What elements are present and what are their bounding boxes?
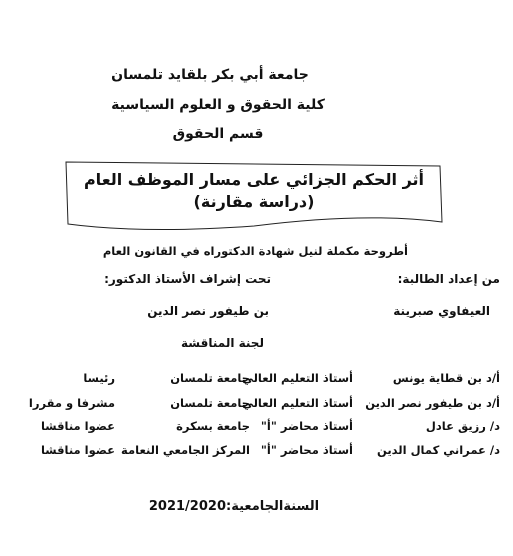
member-institution: جامعة بسكرة — [176, 419, 250, 433]
committee-title: لجنة المناقشة — [181, 336, 264, 350]
committee-row — [0, 396, 513, 416]
committee-row — [0, 443, 513, 463]
university-name: جامعة أبي بكر بلقايد تلمسان — [111, 67, 309, 83]
member-name: د/ عمراني كمال الدين — [377, 443, 500, 457]
faculty-name: كلية الحقوق و العلوم السياسية — [111, 97, 325, 113]
committee-row — [0, 419, 513, 439]
member-rank: أستاذ التعليم العالي — [241, 396, 353, 410]
thesis-subtitle: (دراسة مقارنة) — [193, 192, 315, 211]
student-name: العيفاوي صبرينة — [393, 304, 490, 318]
member-name: أ/د بن طيفور نصر الدين — [365, 396, 500, 410]
committee-row — [0, 371, 513, 391]
member-institution: جامعة تلمسان — [170, 396, 250, 410]
member-institution: المركز الجامعي النعامة — [121, 443, 250, 457]
member-name: أ/د بن قطاية يونس — [392, 371, 500, 385]
member-role: رئيسا — [83, 371, 115, 385]
thesis-title: أثر الحكم الجزائي على مسار الموظف العام — [83, 170, 425, 189]
member-rank: أستاذ التعليم العالي — [241, 371, 353, 385]
member-institution: جامعة تلمسان — [170, 371, 250, 385]
member-role: مشرفا و مقررا — [28, 396, 115, 410]
member-name: د/ رزيق عادل — [425, 419, 500, 433]
department-name: قسم الحقوق — [172, 126, 264, 142]
member-rank: أستاذ محاضر "أ" — [260, 443, 353, 457]
student-label: من إعداد الطالبة: — [397, 272, 500, 286]
thesis-note: أطروحة مكملة لنيل شهادة الدكتوراه في القانون العام — [102, 244, 408, 258]
title-banner — [64, 160, 444, 232]
supervisor-name: بن طيفور نصر الدين — [147, 304, 269, 318]
supervisor-label: تحت إشراف الأستاذ الدكتور: — [104, 272, 271, 286]
member-role: عضوا مناقشا — [40, 419, 115, 433]
academic-year: السنةالجامعية:2021/2020 — [148, 499, 320, 514]
member-role: عضوا مناقشا — [40, 443, 115, 457]
member-rank: أستاذ محاضر "أ" — [260, 419, 353, 433]
